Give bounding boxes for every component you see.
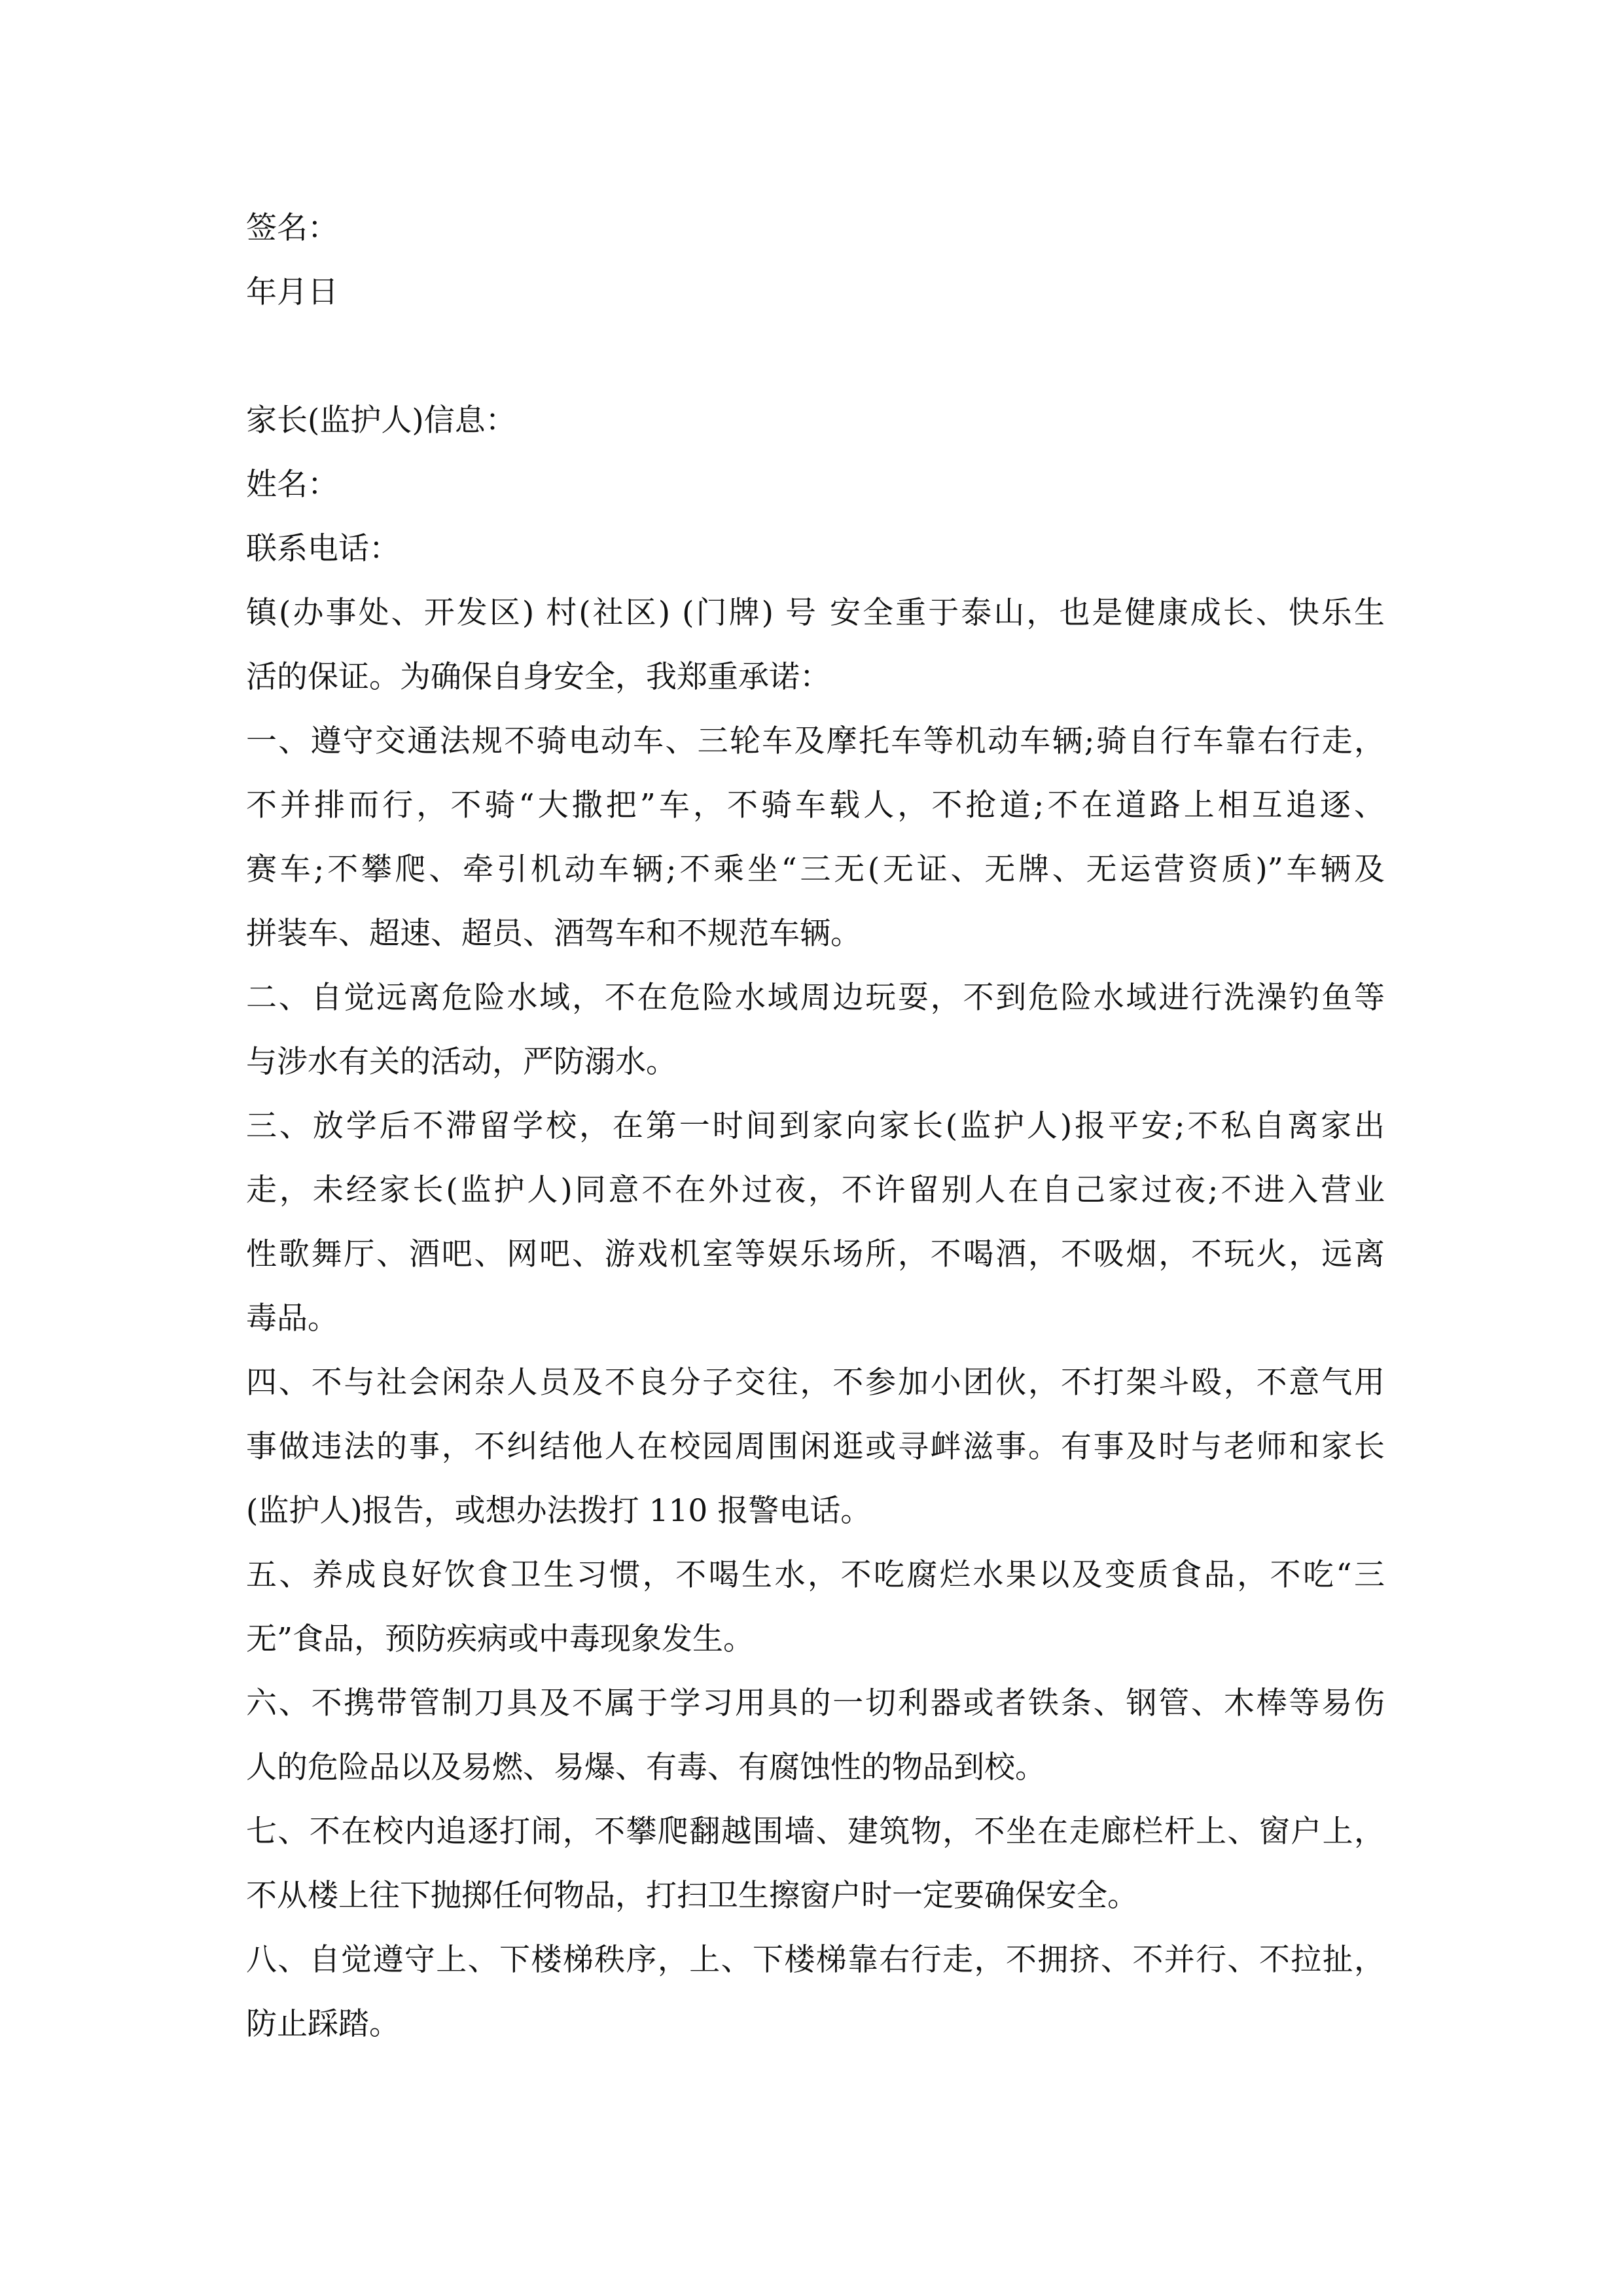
pledge-line: 七、不在校内追逐打闹，不攀爬翻越围墙、建筑物，不坐在走廊栏杆上、窗户上， xyxy=(246,1814,1385,1850)
guardian-info-header: 家长(监护人)信息： xyxy=(246,403,516,439)
pledge-line: 五、养成良好饮食卫生习惯，不喝生水，不吃腐烂水果以及变质食品，不吃“三 xyxy=(246,1557,1385,1593)
pledge-line: 人的危险品以及易燃、易爆、有毒、有腐蚀性的物品到校。 xyxy=(246,1749,1046,1785)
pledge-line: 赛车;不攀爬、牵引机动车辆;不乘坐“三无(无证、无牌、无运营资质)”车辆及 xyxy=(246,852,1385,888)
pledge-line: 活的保证。为确保自身安全，我郑重承诺： xyxy=(246,659,830,695)
guardian-name-label: 姓名： xyxy=(246,467,338,503)
pledge-line: 防止踩踏。 xyxy=(246,2006,400,2042)
pledge-line: 走，未经家长(监护人)同意不在外过夜，不许留别人在自己家过夜;不进入营业 xyxy=(246,1172,1385,1208)
pledge-line: 一、遵守交通法规不骑电动车、三轮车及摩托车等机动车辆;骑自行车靠右行走， xyxy=(246,723,1385,759)
document-body xyxy=(246,196,1385,2056)
date-label: 年月日 xyxy=(246,274,338,310)
pledge-line: 六、不携带管制刀具及不属于学习用具的一切利器或者铁条、钢管、木棒等易伤 xyxy=(246,1685,1385,1721)
pledge-line: 无”食品，预防疾病或中毒现象发生。 xyxy=(246,1621,755,1657)
pledge-line: 四、不与社会闲杂人员及不良分子交往，不参加小团伙，不打架斗殴，不意气用 xyxy=(246,1365,1385,1401)
pledge-line: 拼装车、超速、超员、酒驾车和不规范车辆。 xyxy=(246,916,861,952)
signature-label: 签名： xyxy=(246,210,338,246)
pledge-line: 与涉水有关的活动，严防溺水。 xyxy=(246,1044,677,1080)
guardian-phone-label: 联系电话： xyxy=(246,531,400,567)
pledge-line: 八、自觉遵守上、下楼梯秩序，上、下楼梯靠右行走，不拥挤、不并行、不拉扯， xyxy=(246,1942,1385,1978)
pledge-line: 二、自觉远离危险水域，不在危险水域周边玩耍，不到危险水域进行洗澡钓鱼等 xyxy=(246,980,1385,1016)
spacer xyxy=(246,325,1385,389)
pledge-line: 性歌舞厅、酒吧、网吧、游戏机室等娱乐场所，不喝酒，不吸烟，不玩火，远离 xyxy=(246,1236,1385,1272)
address-line: 镇(办事处、开发区) 村(社区) (门牌) 号 安全重于泰山，也是健康成长、快乐生 xyxy=(246,595,1385,631)
pledge-line: 不从楼上往下抛掷任何物品，打扫卫生擦窗户时一定要确保安全。 xyxy=(246,1878,1138,1914)
pledge-line: 不并排而行，不骑“大撒把”车，不骑车载人，不抢道;不在道路上相互追逐、 xyxy=(246,787,1385,823)
pledge-line: (监护人)报告，或想办法拨打 110 报警电话。 xyxy=(246,1493,872,1529)
pledge-line: 毒品。 xyxy=(246,1300,338,1336)
pledge-line: 事做违法的事，不纠结他人在校园周围闲逛或寻衅滋事。有事及时与老师和家长 xyxy=(246,1429,1385,1465)
pledge-line: 三、放学后不滞留学校，在第一时间到家向家长(监护人)报平安;不私自离家出 xyxy=(246,1108,1385,1144)
